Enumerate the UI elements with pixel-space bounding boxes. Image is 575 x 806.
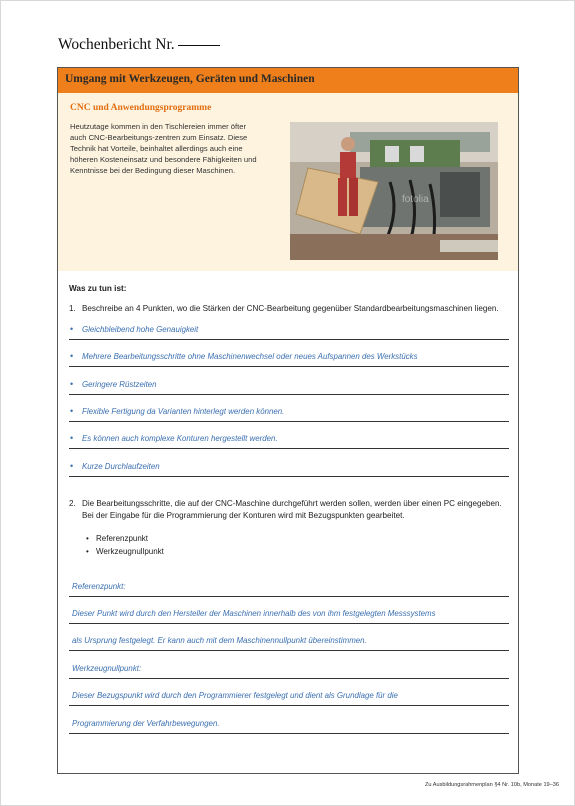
answer-line[interactable]	[69, 687, 509, 706]
page-title	[58, 36, 220, 54]
answer-bullet: •	[70, 324, 74, 334]
intro-line: höheren Kosteneinsatz und besondere Fähigkeiten und	[70, 155, 257, 164]
answer-text: Kurze Durchlaufzeiten	[82, 462, 160, 471]
answer-text: Programmierung der Verfahrbewegungen.	[72, 719, 220, 728]
answer-text: Dieser Bezugspunkt wird durch den Programmierer festgelegt und dient als Grundlage für die	[72, 691, 398, 700]
page-title-text: Wochenbericht Nr.	[58, 36, 175, 53]
answer-text: Mehrere Bearbeitungsschritte ohne Maschinenwechsel oder neues Aufspannen des Werkstücks	[82, 352, 418, 361]
question-text-line: Bei der Eingabe für die Programmierung der Konturen wird mit Bezugspunkten gearbeitet.	[82, 511, 405, 520]
intro-line: Technik hat Vorteile, beinhaltet allerdings auch eine	[70, 144, 243, 153]
answer-text: als Ursprung festgelegt. Er kann auch mit dem Maschinennullpunkt übereinstimmen.	[72, 636, 367, 645]
answer-bullet: •	[70, 351, 74, 361]
question-text-line: Die Bearbeitungsschritte, die auf der CNC-Maschine durchgeführt werden sollen, werden über einen PC eingegeben.	[82, 499, 502, 508]
answer-line[interactable]	[69, 403, 509, 422]
answer-line[interactable]	[69, 578, 509, 597]
answer-line[interactable]	[69, 632, 509, 651]
answer-text: Geringere Rüstzeiten	[82, 380, 157, 389]
answer-line[interactable]	[69, 430, 509, 449]
answer-text: Referenzpunkt:	[72, 582, 126, 591]
question-number: 1.	[69, 304, 76, 313]
cnc-machine-illustration	[290, 122, 498, 260]
answer-line[interactable]	[69, 376, 509, 395]
intro-line: Heutzutage kommen in den Tischlereien immer öfter	[70, 122, 247, 131]
task-heading: Was zu tun ist:	[69, 284, 127, 293]
answer-bullet: •	[70, 433, 74, 443]
answer-text: Gleichbleibend hohe Genauigkeit	[82, 325, 199, 334]
intro-subheading: CNC und Anwendungsprogramme	[70, 103, 212, 113]
answer-line[interactable]	[69, 321, 509, 340]
intro-line: Kenntnisse bei der Bedingung dieser Maschinen.	[70, 166, 236, 175]
photo-watermark: fotolia	[402, 194, 429, 205]
answer-line[interactable]	[69, 715, 509, 734]
answer-line[interactable]	[69, 348, 509, 367]
question-text: Beschreibe an 4 Punkten, wo die Stärken der CNC-Bearbeitung gegenüber Standardbearbeitungsmaschinen liegen.	[82, 304, 499, 313]
question-text	[82, 498, 512, 522]
answer-text: Es können auch komplexe Konturen hergestellt werden.	[82, 434, 278, 443]
answer-line[interactable]	[69, 458, 509, 477]
answer-text: Flexible Fertigung da Varianten hinterlegt werden können.	[82, 407, 285, 416]
answer-line[interactable]	[69, 605, 509, 624]
intro-line: auch CNC-Bearbeitungs-zentren zum Einsatz. Diese	[70, 133, 248, 142]
reference-point-list	[86, 533, 164, 558]
answer-bullet: •	[70, 461, 74, 471]
worksheet-frame	[57, 67, 519, 774]
intro-box	[58, 93, 518, 271]
answer-text: Dieser Punkt wird durch den Hersteller der Maschinen innerhalb des von ihm festgelegten Messsystems	[72, 609, 436, 618]
answer-text: Werkzeugnullpunkt:	[72, 664, 142, 673]
answer-bullet: •	[70, 379, 74, 389]
list-item: • Referenzpunkt	[86, 533, 164, 546]
page-footer: Zu Ausbildungsrahmenplan §4 Nr. 10b, Monate 19–36	[424, 782, 559, 788]
section-banner-title: Umgang mit Werkzeugen, Geräten und Maschinen	[65, 73, 315, 85]
list-item: • Werkzeugnullpunkt	[86, 546, 164, 559]
question-number: 2.	[69, 499, 76, 508]
cnc-machine-photo	[290, 122, 498, 260]
intro-text	[70, 121, 278, 176]
section-banner	[58, 68, 518, 93]
answer-bullet: •	[70, 406, 74, 416]
answer-line[interactable]	[69, 660, 509, 679]
report-number-blank	[178, 45, 220, 46]
